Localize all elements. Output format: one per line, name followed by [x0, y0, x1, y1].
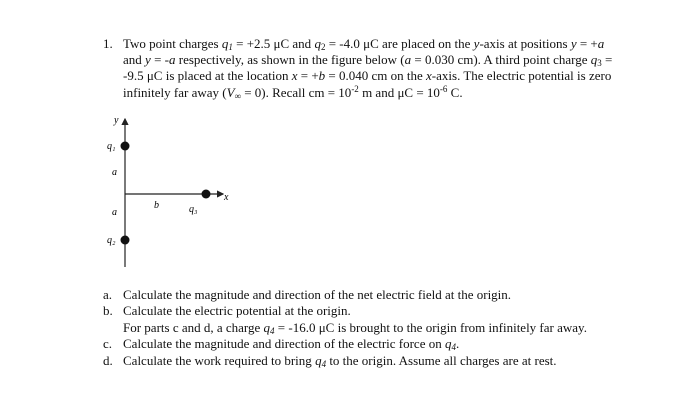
problem-text: Two point charges $q_1 = +2.5$ μC and $q_2 = -4.0$ μC are placed on the y-axis at positions y = +a and y = -a respectively, as shown in the figure below (a = 0.030 cm). A third point charge $q_3 = -9.5$ μC is placed at the location x = +b = 0.040 cm on the x-axis. The electric potential is zero infinitely far away $(V_\infty = 0)$. Recall cm = $10^{-2}$ m and $\mu C = 10^{-6}$ C. — [123, 36, 613, 101]
problem-statement — [103, 36, 623, 101]
b-label: b — [154, 200, 159, 211]
x-axis-label: x — [224, 192, 229, 203]
y-axis-label: y — [114, 115, 119, 126]
part-b: b. Calculate the electric potential at the origin. — [103, 303, 351, 319]
q2-label: q₂ — [107, 235, 116, 246]
part-c: c. Calculate the magnitude and direction of the electric force on $q_4$. — [103, 336, 460, 353]
charge-q1 — [121, 142, 130, 151]
part-a: a. Calculate the magnitude and direction of the net electric field at the origin. — [103, 287, 512, 302]
problem-parts — [103, 287, 643, 369]
a-lower-label: a — [112, 207, 117, 218]
problem-number: 1. — [103, 36, 113, 51]
q3-label: q₃ — [189, 204, 198, 215]
charge-q3 — [202, 190, 211, 199]
q1-label: q₁ — [107, 141, 116, 152]
charge-q2 — [121, 236, 130, 245]
charge-diagram — [100, 112, 250, 272]
part-d: d. Calculate the work required to bring $q_4$ to the origin. Assume all charges are at rest. — [103, 352, 557, 369]
parts-cd-note: For parts c and d, a charge $q_4 = -16.0$ μC is brought to the origin from infinitely far away. — [123, 319, 587, 336]
a-upper-label: a — [112, 167, 117, 178]
